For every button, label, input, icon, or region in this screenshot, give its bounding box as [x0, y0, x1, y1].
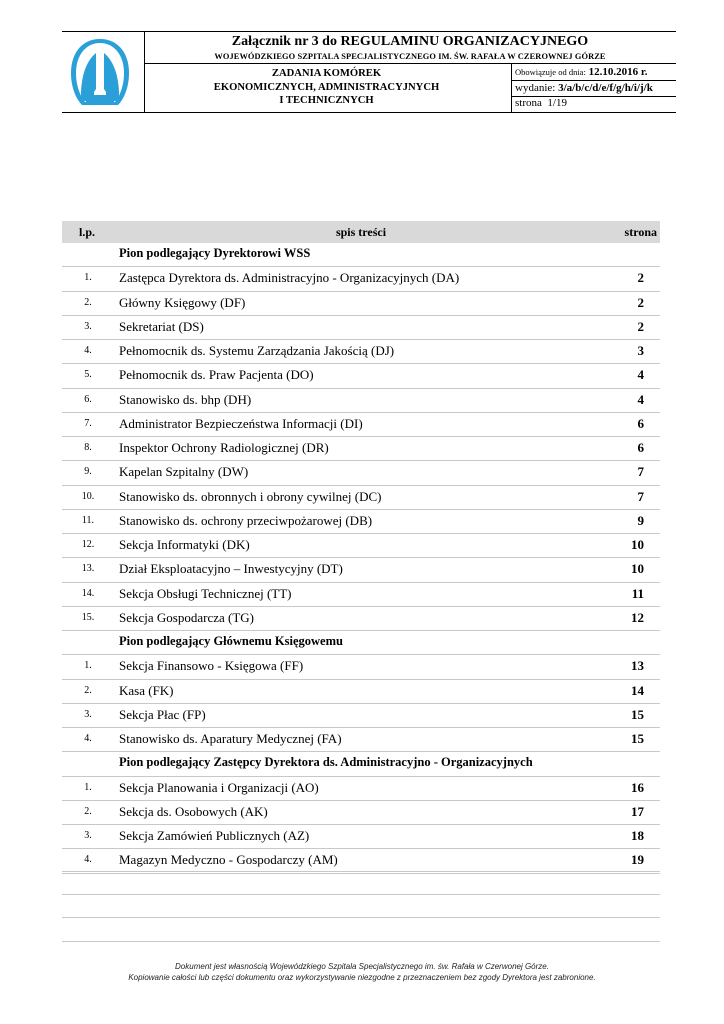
toc-row-title: Sekcja ds. Osobowych (AK) — [119, 803, 268, 819]
toc-header-row — [62, 221, 660, 243]
valid-from-date: 12.10.2016 r. — [588, 66, 648, 78]
table-of-contents — [62, 221, 660, 874]
toc-row-page: 17 — [631, 803, 644, 819]
toc-row-number: 15. — [81, 611, 95, 623]
page-number — [513, 97, 678, 109]
toc-row — [62, 461, 660, 485]
toc-row-page: 6 — [637, 440, 644, 455]
toc-row-page: 4 — [637, 391, 644, 407]
toc-row-number: 2. — [84, 296, 92, 308]
toc-row-title: Sekcja Gospodarcza (TG) — [119, 609, 254, 625]
toc-row-page: 4 — [637, 367, 644, 383]
edition — [513, 82, 678, 94]
toc-row-title: Stanowisko ds. obronnych i obrony cywilnej (DC) — [119, 488, 382, 504]
toc-row-title: Dział Eksploatacyjno – Inwestycyjny (DT) — [119, 561, 343, 577]
department-title-line: EKONOMICZNYCH, ADMINISTRACYJNYCH — [213, 81, 440, 93]
document-header — [62, 31, 676, 113]
toc-row — [62, 825, 660, 849]
toc-row-page: 2 — [637, 294, 644, 310]
toc-row-page: 14 — [631, 682, 644, 698]
toc-row-number: 1. — [84, 272, 92, 284]
toc-row — [62, 607, 660, 631]
toc-row-page: 3 — [637, 343, 644, 358]
toc-row — [62, 801, 660, 825]
toc-row-title: Sekretariat (DS) — [119, 318, 204, 334]
toc-row-number: 1. — [84, 781, 92, 793]
toc-row-page: 19 — [631, 852, 644, 868]
toc-row-title: Inspektor Ochrony Radiologicznej (DR) — [119, 440, 329, 455]
valid-from — [513, 66, 678, 78]
toc-row-title: Sekcja Finansowo - Księgowa (FF) — [119, 658, 304, 674]
toc-section-row — [62, 752, 660, 776]
toc-row-title: Administrator Bezpieczeństwa Informacji (DI) — [119, 415, 363, 431]
column-header-lp: l.p. — [79, 225, 96, 239]
toc-section-title: Pion podlegający Zastępcy Dyrektora ds. Administracyjno - Organizacyjnych — [119, 755, 533, 770]
toc-row — [62, 728, 660, 752]
toc-row-page: 13 — [631, 658, 644, 674]
column-header-content: spis treści — [335, 225, 387, 239]
toc-section-title: Pion podlegający Głównemu Księgowemu — [119, 634, 343, 648]
toc-row-title: Sekcja Informatyki (DK) — [119, 537, 250, 552]
toc-row — [62, 364, 660, 388]
toc-row-number: 8. — [84, 442, 92, 453]
toc-row-title: Sekcja Zamówień Publicznych (AZ) — [119, 828, 310, 843]
valid-from-label: Obowiązuje od dnia: — [515, 67, 586, 77]
toc-row-number: 3. — [84, 830, 92, 841]
header-divider — [144, 63, 676, 64]
toc-section-row — [62, 631, 660, 655]
toc-row-title: Kasa (FK) — [119, 682, 174, 698]
toc-row — [62, 316, 660, 340]
edition-label: wydanie: — [515, 82, 556, 94]
toc-row-title: Pełnomocnik ds. Praw Pacjenta (DO) — [119, 367, 314, 383]
toc-row-title: Stanowisko ds. Aparatury Medycznej (FA) — [119, 731, 342, 746]
toc-row-title: Kapelan Szpitalny (DW) — [119, 464, 249, 480]
toc-row-title: Sekcja Planowania i Organizacji (AO) — [119, 779, 319, 795]
toc-row-title: Stanowisko ds. bhp (DH) — [119, 391, 252, 407]
toc-row-title: Sekcja Obsługi Technicznej (TT) — [119, 585, 292, 601]
document-title: Załącznik nr 3 do REGULAMINU ORGANIZACYJNEGO — [231, 34, 589, 49]
toc-row-title: Sekcja Płac (FP) — [119, 706, 206, 722]
toc-row — [62, 340, 660, 364]
toc-row-title: Zastępca Dyrektora ds. Administracyjno - Organizacyjnych (DA) — [119, 270, 460, 286]
toc-row-number: 9. — [84, 466, 92, 478]
toc-row-number: 4. — [84, 854, 92, 866]
empty-row-line — [62, 894, 660, 895]
toc-row-page: 12 — [631, 609, 644, 625]
edition-value: 3/a/b/c/d/e/f/g/h/i/j/k — [558, 82, 653, 94]
toc-row — [62, 558, 660, 582]
toc-row-page: 6 — [637, 415, 644, 431]
toc-row-page: 2 — [637, 318, 644, 334]
empty-row-line — [62, 871, 660, 872]
toc-row-number: 14. — [81, 587, 95, 599]
department-title-line: I TECHNICZNYCH — [279, 95, 374, 106]
toc-row-page: 16 — [631, 779, 644, 795]
toc-row-number: 2. — [84, 684, 92, 696]
page-value: 1/19 — [547, 97, 567, 109]
toc-row-page: 10 — [631, 561, 644, 577]
toc-row — [62, 413, 660, 437]
header-divider — [511, 80, 676, 81]
department-title-line: ZADANIA KOMÓREK — [271, 68, 382, 79]
toc-row-title: Magazyn Medyczno - Gospodarczy (AM) — [119, 852, 338, 868]
toc-row-number: 13. — [81, 563, 95, 575]
toc-row-page: 10 — [631, 537, 644, 552]
toc-row — [62, 704, 660, 728]
department-title — [144, 67, 509, 108]
toc-row — [62, 849, 660, 873]
toc-row-title: Główny Księgowy (DF) — [119, 294, 246, 310]
toc-row-number: 5. — [84, 369, 92, 381]
toc-row-number: 4. — [84, 345, 92, 356]
document-footer — [62, 961, 662, 983]
toc-row — [62, 655, 660, 679]
toc-row-number: 3. — [84, 320, 92, 332]
toc-row-number: 1. — [84, 660, 92, 672]
footer-copy-notice: Kopiowanie całości lub części dokumentu oraz wykorzystywanie niezgodne z przeznaczeniem bez zgody Dyrektora jest zabronione. — [128, 973, 596, 982]
toc-row-page: 9 — [637, 512, 644, 528]
toc-row-number: 11. — [81, 514, 95, 526]
hospital-logo-icon — [68, 37, 132, 107]
toc-row-number: 7. — [84, 417, 92, 429]
toc-row-title: Stanowisko ds. ochrony przeciwpożarowej (DB) — [119, 512, 373, 528]
toc-row — [62, 510, 660, 534]
toc-row-page: 11 — [631, 585, 644, 601]
toc-row — [62, 437, 660, 461]
toc-row — [62, 534, 660, 558]
toc-row — [62, 267, 660, 291]
header-divider — [511, 63, 512, 112]
toc-row-number: 4. — [84, 733, 92, 744]
toc-row-page: 7 — [637, 464, 644, 480]
toc-row-title: Pełnomocnik ds. Systemu Zarządzania Jakością (DJ) — [119, 343, 395, 358]
toc-row — [62, 389, 660, 413]
toc-row-page: 7 — [637, 488, 644, 504]
toc-row-page: 18 — [631, 828, 644, 843]
toc-row-page: 15 — [631, 706, 644, 722]
toc-row — [62, 680, 660, 704]
toc-section-row — [62, 243, 660, 267]
toc-row — [62, 583, 660, 607]
toc-row-number: 2. — [84, 805, 92, 817]
toc-row-page: 2 — [637, 270, 644, 286]
toc-row-number: 12. — [81, 539, 95, 550]
column-header-page: strona — [624, 225, 657, 239]
empty-row-line — [62, 917, 660, 918]
toc-row-number: 10. — [81, 490, 95, 502]
page-label: strona — [515, 97, 542, 109]
toc-row — [62, 777, 660, 801]
toc-row-number: 6. — [84, 393, 92, 405]
footer-ownership-note: Dokument jest własnością Wojewódzkiego Szpitala Specjalistycznego im. św. Rafała w Czerwonej Górze. — [175, 962, 549, 971]
toc-row-number: 3. — [84, 708, 92, 720]
toc-rows — [62, 243, 660, 874]
toc-row-page: 15 — [631, 731, 644, 746]
hospital-name: WOJEWÓDZKIEGO SZPITALA SPECJALISTYCZNEGO IM. ŚW. RAFAŁA W CZEROWNEJ GÓRZE — [214, 52, 606, 61]
toc-row — [62, 292, 660, 316]
toc-row — [62, 486, 660, 510]
toc-section-title: Pion podlegający Dyrektorowi WSS — [119, 246, 311, 260]
empty-row-line — [62, 941, 660, 942]
